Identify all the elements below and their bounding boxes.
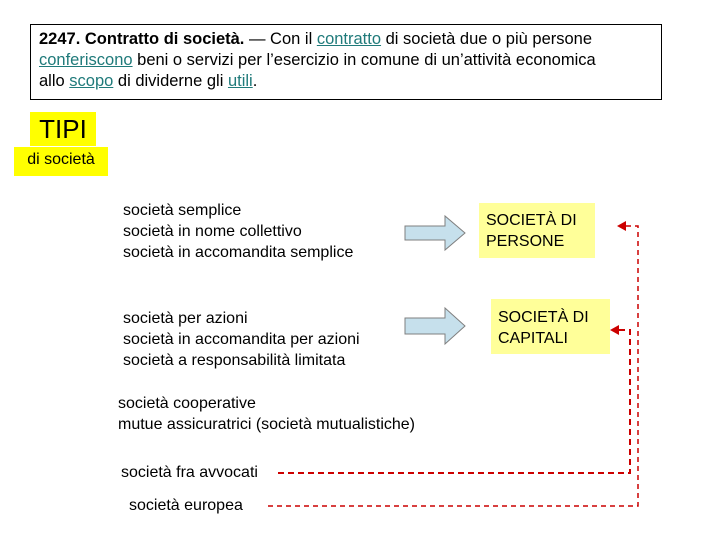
article-text: — Con il (244, 30, 317, 48)
arrow-to-capitali (405, 308, 465, 344)
societa-di-capitali-box: SOCIETÀ DI CAPITALI (491, 299, 610, 354)
article-text: beni o servizi per l’esercizio in comune di un’attività economica (132, 51, 596, 69)
keyword-conferiscono: conferiscono (39, 51, 133, 69)
arrow-to-persone (405, 216, 465, 250)
dashed-arrowhead-persone (617, 221, 626, 231)
tipi-subtitle: di società (14, 147, 108, 176)
list-item: società in accomandita semplice (123, 244, 354, 261)
article-text: di dividerne gli (113, 72, 228, 90)
article-text: allo (39, 72, 70, 90)
keyword-scopo: scopo (69, 72, 114, 90)
list-item: società a responsabilità limitata (123, 352, 346, 369)
list-item: mutue assicuratrici (società mutualistiche) (118, 416, 415, 433)
keyword-utili: utili (227, 72, 253, 90)
article-number: 2247. Contratto di società. (39, 30, 245, 48)
list-item: società in nome collettivo (123, 223, 302, 240)
societa-di-persone-box: SOCIETÀ DI PERSONE (479, 203, 595, 258)
list-item: società semplice (123, 202, 242, 219)
list-item: società cooperative (118, 395, 256, 412)
list-item: società in accomandita per azioni (123, 331, 360, 348)
avvocati-item: società fra avvocati (121, 464, 258, 481)
europea-item: società europea (129, 497, 243, 514)
article-text: . (252, 72, 258, 90)
dashed-arrowhead-capitali (610, 325, 619, 335)
dashed-line-europea (268, 226, 638, 506)
keyword-contratto: contratto (316, 30, 382, 48)
list-item: società per azioni (123, 310, 248, 327)
dashed-line-avvocati (278, 330, 630, 473)
tipi-title: TIPI (30, 112, 96, 146)
article-text: di società due o più persone (381, 30, 593, 48)
